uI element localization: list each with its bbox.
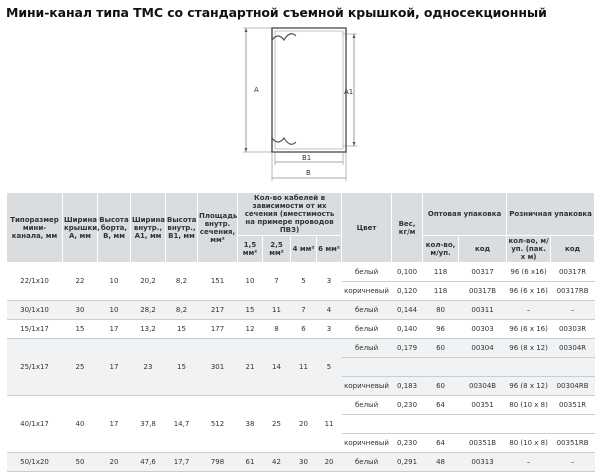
label-a: A bbox=[254, 86, 259, 94]
cell-c6: 20 bbox=[317, 453, 342, 472]
cell-color: белый bbox=[342, 339, 392, 358]
cell-rt-qty: 80 (10 x 8) bbox=[507, 434, 551, 453]
cell-b1: 14,7 bbox=[166, 396, 198, 453]
cell-weight bbox=[392, 415, 423, 434]
cell-rt-qty: 96 (6 x 16) bbox=[507, 282, 551, 301]
label-a1: A1 bbox=[344, 88, 354, 96]
cell-a1: 47,6 bbox=[131, 453, 166, 472]
cell-c15: 12 bbox=[238, 320, 263, 339]
cell-rt-code bbox=[551, 415, 595, 434]
page-title: Мини-канал типа ТМС со стандартной съемной крышкой, односекционный bbox=[6, 5, 547, 20]
header-retail-qty: кол-во, м/уп. (пак. х м) bbox=[508, 237, 549, 261]
cell-b1: 15 bbox=[166, 339, 198, 396]
cell-area: 151 bbox=[198, 263, 238, 301]
cell-wh-qty bbox=[423, 358, 459, 377]
cell-rt-qty: 96 (8 x 12) bbox=[507, 377, 551, 396]
cell-area: 217 bbox=[198, 301, 238, 320]
header-color: Цвет bbox=[342, 193, 392, 263]
cell-c4: 11 bbox=[291, 339, 317, 396]
header-cable-6: 6 мм² bbox=[317, 236, 342, 263]
cell-color: коричневый bbox=[342, 282, 392, 301]
cell-wh-qty bbox=[423, 415, 459, 434]
cell-wh-code: 00304B bbox=[459, 377, 507, 396]
cell-wh-qty: 96 bbox=[423, 320, 459, 339]
cell-weight: 0,120 bbox=[392, 282, 423, 301]
cell-c6: 3 bbox=[317, 263, 342, 301]
cell-c4: 30 bbox=[291, 453, 317, 472]
header-retail-group: Розничная упаковка bbox=[507, 193, 595, 236]
table-row bbox=[7, 339, 595, 358]
cell-b: 17 bbox=[98, 320, 131, 339]
header-cable-1-5: 1,5 мм² bbox=[238, 236, 263, 263]
cell-size: 50/1x20 bbox=[7, 453, 63, 472]
header-wholesale-group: Оптовая упаковка bbox=[423, 193, 507, 236]
cell-wh-code: 00311 bbox=[459, 301, 507, 320]
cell-rt-qty bbox=[507, 415, 551, 434]
cell-wh-qty: 60 bbox=[423, 339, 459, 358]
cell-a: 50 bbox=[63, 453, 98, 472]
cell-wh-qty: 60 bbox=[423, 377, 459, 396]
cell-a: 25 bbox=[63, 339, 98, 396]
cell-c15: 10 bbox=[238, 263, 263, 301]
cover-clip-top bbox=[272, 28, 296, 40]
cell-weight: 0,291 bbox=[392, 453, 423, 472]
channel-latch-bottom bbox=[272, 138, 296, 152]
cell-wh-code: 00317 bbox=[459, 263, 507, 282]
cell-a1: 20,2 bbox=[131, 263, 166, 301]
cell-a1: 28,2 bbox=[131, 301, 166, 320]
cell-color: белый bbox=[342, 396, 392, 415]
cell-a: 15 bbox=[63, 320, 98, 339]
cell-wh-code: 00351 bbox=[459, 396, 507, 415]
cell-rt-code: 00351RB bbox=[551, 434, 595, 453]
table-row bbox=[7, 453, 595, 472]
cell-wh-code: 00304 bbox=[459, 339, 507, 358]
cell-wh-qty: 80 bbox=[423, 301, 459, 320]
cross-section-svg bbox=[240, 22, 360, 188]
cell-wh-qty: 118 bbox=[423, 282, 459, 301]
cell-weight bbox=[392, 358, 423, 377]
cell-color: белый bbox=[342, 263, 392, 282]
cell-area: 798 bbox=[198, 453, 238, 472]
header-inner-width: Ширина внутр., А1, мм bbox=[131, 193, 166, 263]
cell-size: 22/1x10 bbox=[7, 263, 63, 301]
cell-color: белый bbox=[342, 320, 392, 339]
cell-c25: 8 bbox=[263, 320, 291, 339]
cell-rt-code: 00303R bbox=[551, 320, 595, 339]
cell-size: 15/1x17 bbox=[7, 320, 63, 339]
cell-c6: 11 bbox=[317, 396, 342, 453]
table-row bbox=[7, 320, 595, 339]
cell-rt-code: 00317R bbox=[551, 263, 595, 282]
channel-inner-wall bbox=[275, 31, 343, 149]
cell-a: 30 bbox=[63, 301, 98, 320]
table-row bbox=[7, 396, 595, 415]
cell-b1: 8,2 bbox=[166, 301, 198, 320]
cell-rt-qty: – bbox=[507, 453, 551, 472]
cell-rt-qty: 80 (10 x 8) bbox=[507, 396, 551, 415]
table-row bbox=[7, 301, 595, 320]
header-side-height: Высота борта, В, мм bbox=[98, 193, 131, 263]
cell-c25: 14 bbox=[263, 339, 291, 396]
cell-area: 301 bbox=[198, 339, 238, 396]
cell-weight: 0,100 bbox=[392, 263, 423, 282]
channel-cross-section-drawing bbox=[240, 22, 360, 188]
cell-wh-code: 00313 bbox=[459, 453, 507, 472]
cell-c6: 5 bbox=[317, 339, 342, 396]
cell-wh-qty: 118 bbox=[423, 263, 459, 282]
cell-c15: 38 bbox=[238, 396, 263, 453]
cell-wh-code: 00317B bbox=[459, 282, 507, 301]
cell-wh-code: 00303 bbox=[459, 320, 507, 339]
cell-b: 10 bbox=[98, 301, 131, 320]
header-size: Типоразмер мини-канала, мм bbox=[7, 193, 63, 263]
cell-wh-qty: 64 bbox=[423, 396, 459, 415]
cell-b1: 17,7 bbox=[166, 453, 198, 472]
cell-area: 512 bbox=[198, 396, 238, 453]
cell-b: 20 bbox=[98, 453, 131, 472]
cell-wh-qty: 64 bbox=[423, 434, 459, 453]
cell-a1: 13,2 bbox=[131, 320, 166, 339]
cell-b: 17 bbox=[98, 339, 131, 396]
cell-c4: 7 bbox=[291, 301, 317, 320]
header-cable-4: 4 мм² bbox=[291, 236, 317, 263]
cell-size: 30/1x10 bbox=[7, 301, 63, 320]
cell-rt-code: – bbox=[551, 453, 595, 472]
header-wholesale-code: код bbox=[459, 236, 507, 263]
cell-color: белый bbox=[342, 453, 392, 472]
cell-rt-code bbox=[551, 358, 595, 377]
cell-rt-code: 00304RB bbox=[551, 377, 595, 396]
cell-wh-code bbox=[459, 415, 507, 434]
cell-size: 25/1x17 bbox=[7, 339, 63, 396]
cell-c4: 5 bbox=[291, 263, 317, 301]
cell-rt-code: 00304R bbox=[551, 339, 595, 358]
cell-wh-code bbox=[459, 358, 507, 377]
cell-c25: 7 bbox=[263, 263, 291, 301]
cell-weight: 0,230 bbox=[392, 396, 423, 415]
cell-b: 10 bbox=[98, 263, 131, 301]
cell-c4: 20 bbox=[291, 396, 317, 453]
header-cable-2-5: 2,5 мм² bbox=[263, 236, 291, 263]
cell-c6: 4 bbox=[317, 301, 342, 320]
cell-color bbox=[342, 415, 392, 434]
cell-c25: 42 bbox=[263, 453, 291, 472]
cell-color: коричневый bbox=[342, 377, 392, 396]
cell-rt-qty: 96 (8 x 12) bbox=[507, 339, 551, 358]
cell-c4: 6 bbox=[291, 320, 317, 339]
cell-weight: 0,230 bbox=[392, 434, 423, 453]
cell-b1: 8,2 bbox=[166, 263, 198, 301]
cell-rt-code: 00317RB bbox=[551, 282, 595, 301]
cell-wh-code: 00351B bbox=[459, 434, 507, 453]
spec-table bbox=[6, 192, 595, 472]
cell-weight: 0,179 bbox=[392, 339, 423, 358]
cell-a1: 37,8 bbox=[131, 396, 166, 453]
header-inner-height: Высота внутр., В1, мм bbox=[166, 193, 198, 263]
cell-wh-qty: 48 bbox=[423, 453, 459, 472]
cell-b1: 15 bbox=[166, 320, 198, 339]
cell-area: 177 bbox=[198, 320, 238, 339]
cell-color: белый bbox=[342, 301, 392, 320]
header-cover-width: Ширина крышки, А, мм bbox=[63, 193, 98, 263]
cell-a: 22 bbox=[63, 263, 98, 301]
header-cables-group: Кол-во кабелей в зависимости от их сечения (вместимость на примере проводов ПВЗ) bbox=[238, 193, 342, 236]
cell-rt-code: 00351R bbox=[551, 396, 595, 415]
cell-c6: 3 bbox=[317, 320, 342, 339]
channel-outer-wall bbox=[272, 28, 346, 152]
cell-a: 40 bbox=[63, 396, 98, 453]
header-retail-code: код bbox=[551, 236, 595, 263]
cell-size: 40/1x17 bbox=[7, 396, 63, 453]
cell-weight: 0,140 bbox=[392, 320, 423, 339]
cell-c25: 25 bbox=[263, 396, 291, 453]
header-wholesale-qty: кол-во, м/уп. bbox=[423, 236, 459, 263]
cell-b: 17 bbox=[98, 396, 131, 453]
header-weight: Вес, кг/м bbox=[392, 193, 423, 263]
cell-rt-qty: – bbox=[507, 301, 551, 320]
cell-rt-qty: 96 (6 x 16) bbox=[507, 320, 551, 339]
cell-c25: 11 bbox=[263, 301, 291, 320]
cell-weight: 0,183 bbox=[392, 377, 423, 396]
cell-c15: 15 bbox=[238, 301, 263, 320]
cell-a1: 23 bbox=[131, 339, 166, 396]
table-row bbox=[7, 263, 595, 282]
cell-rt-qty bbox=[507, 358, 551, 377]
label-b: B bbox=[306, 169, 311, 177]
cell-rt-qty: 96 (6 x16) bbox=[507, 263, 551, 282]
cell-rt-code: – bbox=[551, 301, 595, 320]
cell-color: коричневый bbox=[342, 434, 392, 453]
header-area: Площадь внутр. сечения, мм² bbox=[198, 193, 238, 263]
cell-c15: 21 bbox=[238, 339, 263, 396]
cell-color bbox=[342, 358, 392, 377]
cell-weight: 0,144 bbox=[392, 301, 423, 320]
label-b1: B1 bbox=[302, 154, 312, 162]
cell-c15: 61 bbox=[238, 453, 263, 472]
